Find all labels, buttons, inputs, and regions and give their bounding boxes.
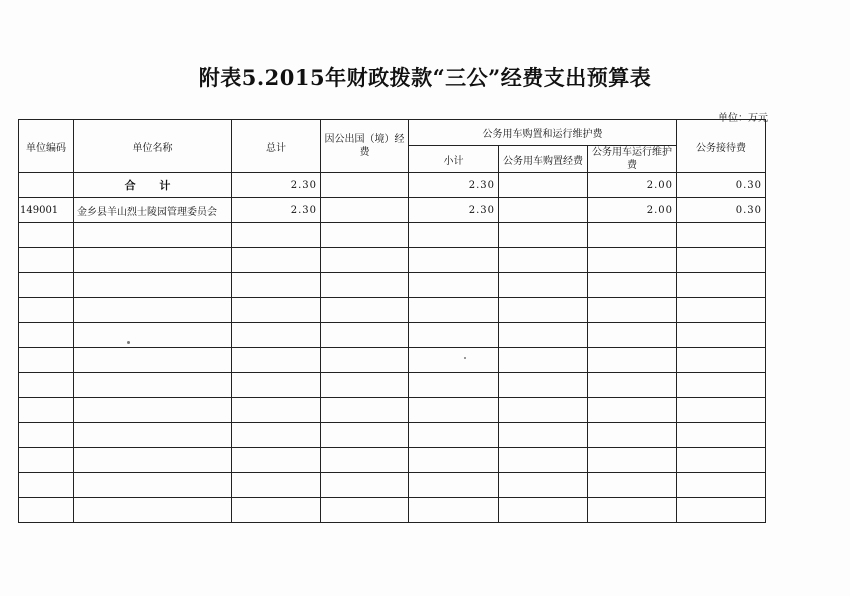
empty-cell <box>409 473 499 498</box>
empty-row <box>19 323 766 348</box>
empty-cell <box>499 423 588 448</box>
empty-cell <box>19 348 74 373</box>
empty-cell <box>232 423 321 448</box>
empty-cell <box>74 498 232 523</box>
empty-cell <box>677 448 766 473</box>
empty-cell <box>19 273 74 298</box>
empty-cell <box>321 448 409 473</box>
unit-label: 单位：万元 <box>718 113 768 124</box>
empty-cell <box>588 248 677 273</box>
empty-cell <box>232 398 321 423</box>
budget-table <box>18 119 766 523</box>
empty-row <box>19 273 766 298</box>
empty-cell <box>321 223 409 248</box>
empty-cell <box>588 398 677 423</box>
empty-cell <box>321 348 409 373</box>
empty-cell <box>19 498 74 523</box>
header-reception: 公务接待费 <box>677 120 766 173</box>
empty-cell <box>232 348 321 373</box>
empty-row <box>19 423 766 448</box>
empty-cell <box>409 323 499 348</box>
empty-cell <box>588 448 677 473</box>
row-purchase <box>499 198 588 223</box>
empty-cell <box>499 248 588 273</box>
empty-cell <box>74 248 232 273</box>
empty-cell <box>588 423 677 448</box>
empty-cell <box>409 448 499 473</box>
row-operation: 2.00 <box>588 198 677 223</box>
empty-cell <box>232 373 321 398</box>
empty-cell <box>19 323 74 348</box>
empty-cell <box>74 348 232 373</box>
empty-row <box>19 223 766 248</box>
empty-cell <box>321 323 409 348</box>
summary-label: 合 计 <box>74 173 232 198</box>
header-total: 总计 <box>232 120 321 173</box>
empty-cell <box>677 348 766 373</box>
row-subtotal: 2.30 <box>409 198 499 223</box>
empty-cell <box>232 248 321 273</box>
scan-speck <box>127 341 130 344</box>
header-vehicle-group: 公务用车购置和运行维护费 <box>409 120 677 146</box>
empty-cell <box>74 273 232 298</box>
empty-cell <box>19 373 74 398</box>
empty-cell <box>588 298 677 323</box>
row-reception: 0.30 <box>677 198 766 223</box>
empty-cell <box>499 348 588 373</box>
empty-cell <box>409 348 499 373</box>
empty-row <box>19 398 766 423</box>
summary-purchase <box>499 173 588 198</box>
empty-cell <box>19 473 74 498</box>
empty-cell <box>409 298 499 323</box>
empty-row <box>19 448 766 473</box>
empty-cell <box>74 223 232 248</box>
empty-cell <box>409 423 499 448</box>
empty-cell <box>588 223 677 248</box>
empty-cell <box>677 373 766 398</box>
empty-cell <box>499 448 588 473</box>
empty-cell <box>74 473 232 498</box>
empty-cell <box>232 223 321 248</box>
empty-cell <box>321 248 409 273</box>
empty-cell <box>677 498 766 523</box>
empty-cell <box>588 273 677 298</box>
empty-row <box>19 373 766 398</box>
empty-cell <box>588 473 677 498</box>
empty-cell <box>677 298 766 323</box>
summary-operation: 2.00 <box>588 173 677 198</box>
empty-cell <box>321 473 409 498</box>
header-code: 单位编码 <box>19 120 74 173</box>
empty-cell <box>588 323 677 348</box>
empty-cell <box>409 398 499 423</box>
header-purchase: 公务用车购置经费 <box>499 146 588 173</box>
empty-cell <box>409 248 499 273</box>
header-abroad: 因公出国（境）经费 <box>321 120 409 173</box>
row-total: 2.30 <box>232 198 321 223</box>
summary-total: 2.30 <box>232 173 321 198</box>
empty-cell <box>677 273 766 298</box>
header-subtotal: 小计 <box>409 146 499 173</box>
summary-abroad <box>321 173 409 198</box>
empty-cell <box>19 223 74 248</box>
empty-cell <box>74 323 232 348</box>
empty-row <box>19 473 766 498</box>
empty-cell <box>19 448 74 473</box>
empty-cell <box>499 273 588 298</box>
scan-speck <box>464 357 466 359</box>
empty-cell <box>321 373 409 398</box>
empty-cell <box>74 448 232 473</box>
empty-cell <box>321 423 409 448</box>
empty-cell <box>677 248 766 273</box>
empty-cell <box>499 223 588 248</box>
page-title: 附表5.2015年财政拨款“三公”经费支出预算表 <box>198 65 652 90</box>
empty-cell <box>588 498 677 523</box>
empty-cell <box>499 498 588 523</box>
summary-row <box>19 173 766 198</box>
empty-cell <box>409 498 499 523</box>
empty-cell <box>232 273 321 298</box>
empty-cell <box>409 223 499 248</box>
empty-cell <box>232 448 321 473</box>
table-row <box>19 198 766 223</box>
empty-cell <box>321 298 409 323</box>
empty-cell <box>499 298 588 323</box>
empty-cell <box>232 498 321 523</box>
empty-cell <box>588 348 677 373</box>
empty-row <box>19 348 766 373</box>
empty-cell <box>19 398 74 423</box>
empty-cell <box>677 223 766 248</box>
empty-cell <box>19 423 74 448</box>
header-operation: 公务用车运行维护费 <box>588 146 677 173</box>
empty-cell <box>321 498 409 523</box>
empty-cell <box>499 473 588 498</box>
empty-cell <box>677 473 766 498</box>
empty-cell <box>677 323 766 348</box>
empty-cell <box>232 323 321 348</box>
empty-cell <box>19 298 74 323</box>
empty-cell <box>74 373 232 398</box>
empty-cell <box>74 398 232 423</box>
empty-cell <box>74 298 232 323</box>
row-name: 金乡县羊山烈士陵园管理委员会 <box>74 198 232 223</box>
empty-row <box>19 298 766 323</box>
empty-cell <box>321 273 409 298</box>
empty-cell <box>588 373 677 398</box>
summary-subtotal: 2.30 <box>409 173 499 198</box>
empty-cell <box>409 373 499 398</box>
empty-cell <box>321 398 409 423</box>
summary-reception: 0.30 <box>677 173 766 198</box>
row-code: 149001 <box>19 198 74 223</box>
empty-cell <box>74 423 232 448</box>
empty-cell <box>677 423 766 448</box>
header-row-1 <box>19 120 766 146</box>
empty-cell <box>677 398 766 423</box>
summary-code <box>19 173 74 198</box>
header-name: 单位名称 <box>74 120 232 173</box>
empty-cell <box>19 248 74 273</box>
empty-row <box>19 248 766 273</box>
empty-cell <box>499 398 588 423</box>
empty-cell <box>232 298 321 323</box>
row-abroad <box>321 198 409 223</box>
empty-row <box>19 498 766 523</box>
empty-cell <box>409 273 499 298</box>
empty-cell <box>499 373 588 398</box>
empty-cell <box>232 473 321 498</box>
empty-cell <box>499 323 588 348</box>
